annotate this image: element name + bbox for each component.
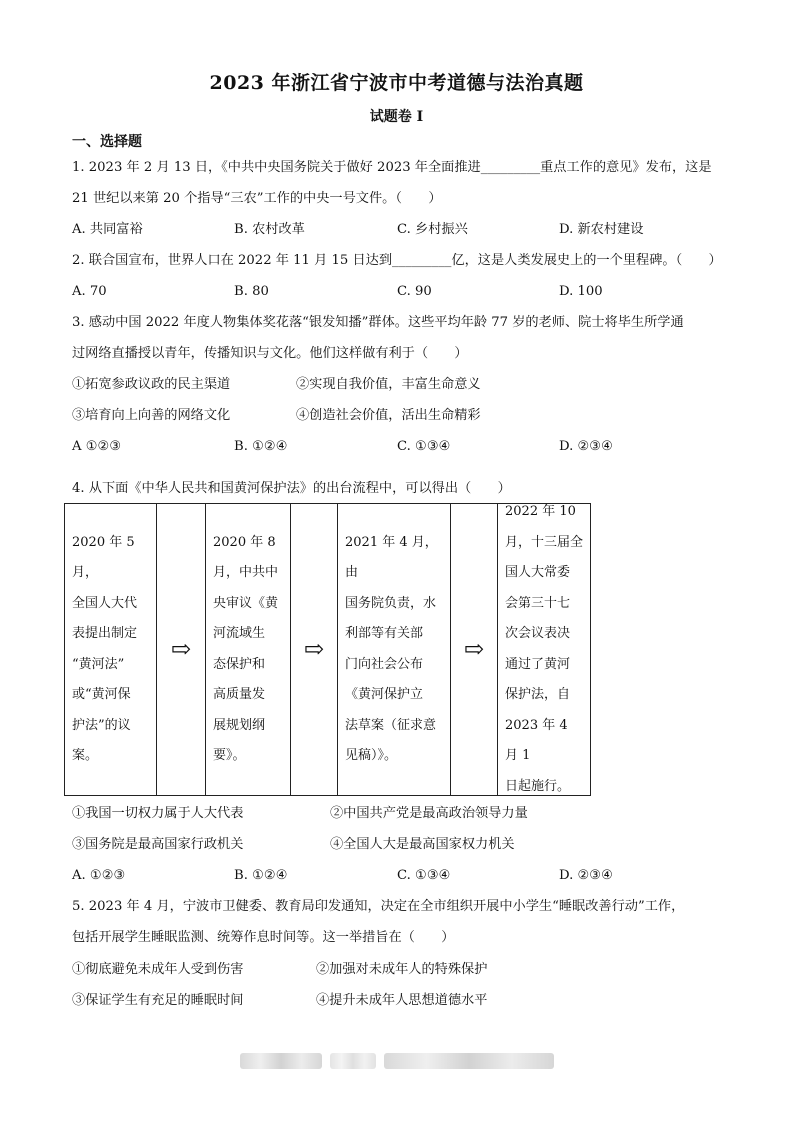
q3-statement-2: ②实现自我价值，丰富生命意义 xyxy=(296,377,481,392)
question-3-line-2: 过网络直播授以青年，传播知识与文化。他们这样做有利于（ ） xyxy=(72,346,468,361)
q5-statement-3: ③保证学生有充足的睡眠时间 xyxy=(72,993,244,1008)
blurred-footer-watermark xyxy=(384,1053,554,1069)
blurred-footer-watermark xyxy=(330,1053,376,1069)
question-1-line-2: 21 世纪以来第 20 个指导“三农”工作的中央一号文件。（ ） xyxy=(72,191,442,206)
q5-statement-2: ②加强对未成年人的特殊保护 xyxy=(316,962,488,977)
question-5-line-2: 包括开展学生睡眠监测、统筹作息时间等。这一举措旨在（ ） xyxy=(72,930,455,945)
question-5-line-1: 5. 2023 年 4 月，宁波市卫健委、教育局印发通知，决定在全市组织开展中小学生“睡眠改善行动”工作， xyxy=(72,899,685,914)
q3-option-a: A ①②③ xyxy=(72,439,122,454)
q1-option-d: D. 新农村建设 xyxy=(559,222,644,237)
q2-option-d: D. 100 xyxy=(559,284,603,299)
q4-statement-1: ①我国一切权力属于人大代表 xyxy=(72,806,244,821)
flow-step-1-text: 2020 年 5 月， 全国人大代 表提出制定 “黄河法” 或“黄河保 护法”的议 案。 xyxy=(72,534,138,763)
q3-option-c: C. ①③④ xyxy=(397,439,451,454)
q5-statement-1: ①彻底避免未成年人受到伤害 xyxy=(72,962,244,977)
q2-option-c: C. 90 xyxy=(397,284,432,299)
right-arrow-icon: ⇨ xyxy=(170,635,192,664)
page-subtitle: 试题卷 I xyxy=(369,109,424,125)
question-2-line-1: 2. 联合国宣布，世界人口在 2022 年 11 月 15 日达到_________亿，这是人类发展史上的一个里程碑。（ ） xyxy=(72,253,722,268)
q4-statement-2: ②中国共产党是最高政治领导力量 xyxy=(330,806,528,821)
right-arrow-icon: ⇨ xyxy=(303,635,325,664)
flow-step-4 xyxy=(498,504,590,795)
q4-statement-3: ③国务院是最高国家行政机关 xyxy=(72,837,244,852)
q2-option-a: A. 70 xyxy=(72,284,107,299)
flow-step-3-text: 2021 年 4 月，由 国务院负责，水 利部等有关部 门向社会公布 《黄河保护立 法草案（征求意 见稿）》。 xyxy=(345,534,438,763)
section-heading: 一、选择题 xyxy=(72,134,142,150)
q5-statement-4: ④提升未成年人思想道德水平 xyxy=(316,993,488,1008)
blurred-footer-watermark xyxy=(240,1053,322,1069)
question-3-line-1: 3. 感动中国 2022 年度人物集体奖花落“银发知播”群体。这些平均年龄 77 岁的老师、院士将毕生所学通 xyxy=(72,315,684,330)
flow-step-1 xyxy=(65,504,157,795)
q3-option-d: D. ②③④ xyxy=(559,439,613,454)
page-title: 2023 年浙江省宁波市中考道德与法治真题 xyxy=(209,72,584,94)
legislation-flowchart xyxy=(64,503,591,796)
q1-option-c: C. 乡村振兴 xyxy=(397,222,468,237)
q1-option-a: A. 共同富裕 xyxy=(72,222,143,237)
q3-option-b: B. ①②④ xyxy=(234,439,288,454)
flow-step-2 xyxy=(206,504,291,795)
q4-option-d: D. ②③④ xyxy=(559,868,613,883)
q4-option-b: B. ①②④ xyxy=(234,868,288,883)
question-1-line-1: 1. 2023 年 2 月 13 日，《中共中央国务院关于做好 2023 年全面推进_________重点工作的意见》发布，这是 xyxy=(72,160,712,175)
q3-statement-3: ③培育向上向善的网络文化 xyxy=(72,408,231,423)
flow-step-3 xyxy=(338,504,451,795)
q3-statement-1: ①拓宽参政议政的民主渠道 xyxy=(72,377,231,392)
right-arrow-icon: ⇨ xyxy=(463,635,485,664)
q4-option-c: C. ①③④ xyxy=(397,868,451,883)
q2-option-b: B. 80 xyxy=(234,284,269,299)
q1-option-b: B. 农村改革 xyxy=(234,222,305,237)
flow-arrow-3 xyxy=(451,504,498,795)
q4-option-a: A. ①②③ xyxy=(72,868,126,883)
flow-step-2-text: 2020 年 8 月，中共中 央审议《黄 河流域生 态保护和 高质量发 展规划纲 要》。 xyxy=(213,534,279,763)
q3-statement-4: ④创造社会价值，活出生命精彩 xyxy=(296,408,481,423)
flow-step-4-text: 2022 年 10 月，十三届全 国人大常委 会第三十七 次会议表决 通过了黄河 保护法，自 2023 年 4 月 1 日起施行。 xyxy=(505,504,584,794)
flow-arrow-2 xyxy=(291,504,338,795)
flow-arrow-1 xyxy=(157,504,206,795)
question-4-line-1: 4. 从下面《中华人民共和国黄河保护法》的出台流程中，可以得出（ ） xyxy=(72,481,511,496)
q4-statement-4: ④全国人大是最高国家权力机关 xyxy=(330,837,515,852)
